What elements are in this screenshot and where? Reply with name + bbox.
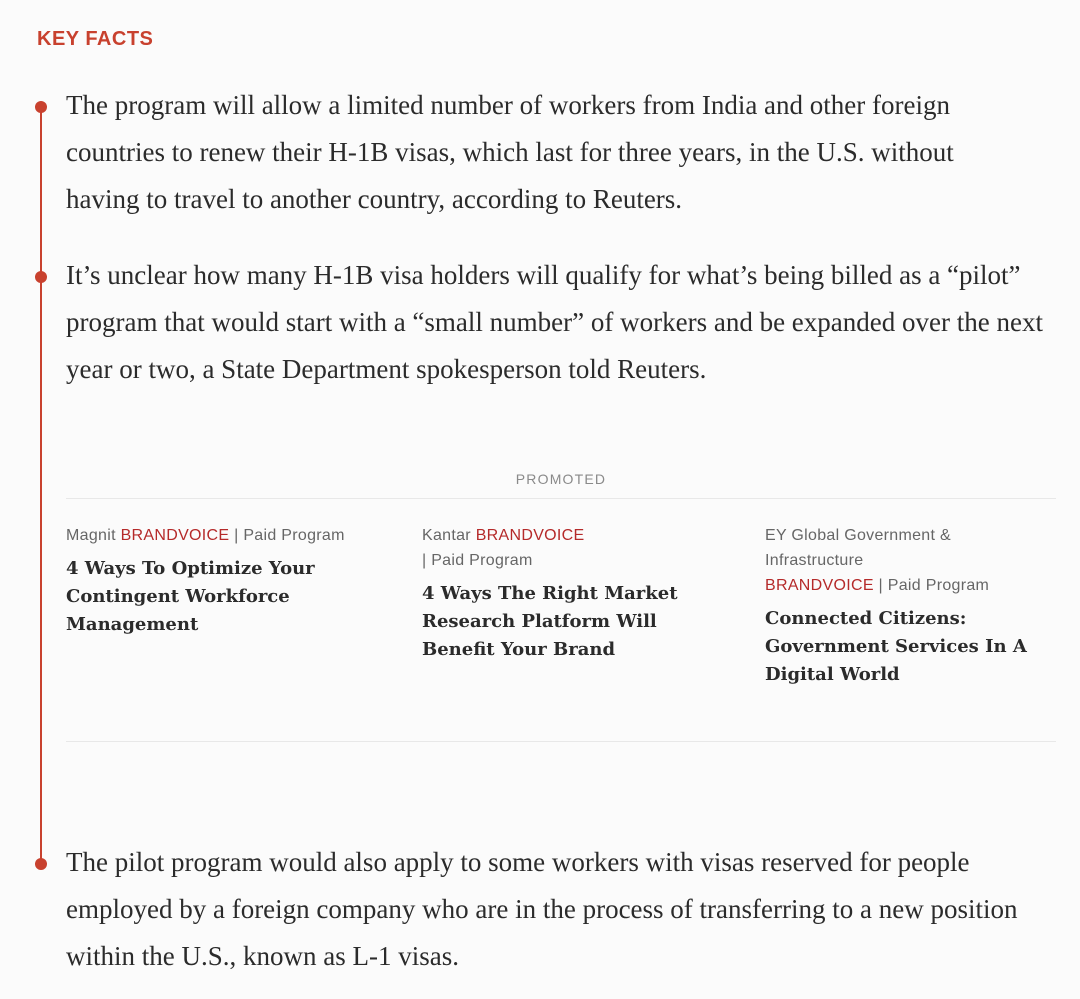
brandvoice-link[interactable]: BRANDVOICE — [765, 577, 874, 594]
promo-sponsor: Magnit — [66, 527, 116, 544]
key-fact-1: The program will allow a limited number of workers from India and other foreign countries to renew their H-1B visas, which last for three years, in the U.S. without having to travel to another country, according to Reuters. — [66, 90, 954, 214]
promo-headline-link[interactable]: Connected Citizens: Government Services In A Digital World — [765, 608, 1027, 685]
key-fact-2: It’s unclear how many H-1B visa holders will qualify for what’s being billed as a “pilot” program that would start with a “small number” of workers and be expanded over the next year or two, a State Department spokesperson told Reuters. — [66, 260, 1043, 384]
promo-headline-link[interactable]: 4 Ways The Right Market Research Platform Will Benefit Your Brand — [422, 583, 678, 660]
promo-card-magnit[interactable] — [66, 523, 386, 639]
bullet-dot — [35, 101, 47, 113]
promo-card-kantar[interactable] — [422, 523, 727, 664]
promo-meta — [422, 523, 727, 573]
brandvoice-link[interactable]: BRANDVOICE — [475, 527, 585, 544]
promoted-label: PROMOTED — [515, 471, 607, 487]
promoted-top-divider — [66, 498, 1056, 499]
promo-headline-link[interactable]: 4 Ways To Optimize Your Contingent Workforce Management — [66, 558, 315, 635]
promo-card-ey[interactable] — [765, 523, 1035, 689]
promo-sponsor: EY Global Government & Infrastructure — [765, 527, 951, 569]
paid-program-label: | Paid Program — [878, 577, 990, 594]
brandvoice-link[interactable]: BRANDVOICE — [120, 527, 230, 544]
bullet-dot — [35, 858, 47, 870]
promo-sponsor: Kantar — [422, 527, 471, 544]
paid-program-label: | Paid Program — [234, 527, 345, 544]
bullet-dot — [35, 271, 47, 283]
paid-program-label: | Paid Program — [422, 552, 533, 569]
promo-meta — [765, 523, 1035, 598]
promoted-bottom-divider — [66, 741, 1056, 742]
promo-meta — [66, 523, 386, 548]
timeline-line — [40, 106, 42, 863]
key-facts-title: KEY FACTS — [37, 28, 154, 50]
key-fact-3: The pilot program would also apply to some workers with visas reserved for people employed by a foreign company who are in the process of transferring to a new position within the U.S., known as L-1 visas. — [66, 847, 1018, 971]
